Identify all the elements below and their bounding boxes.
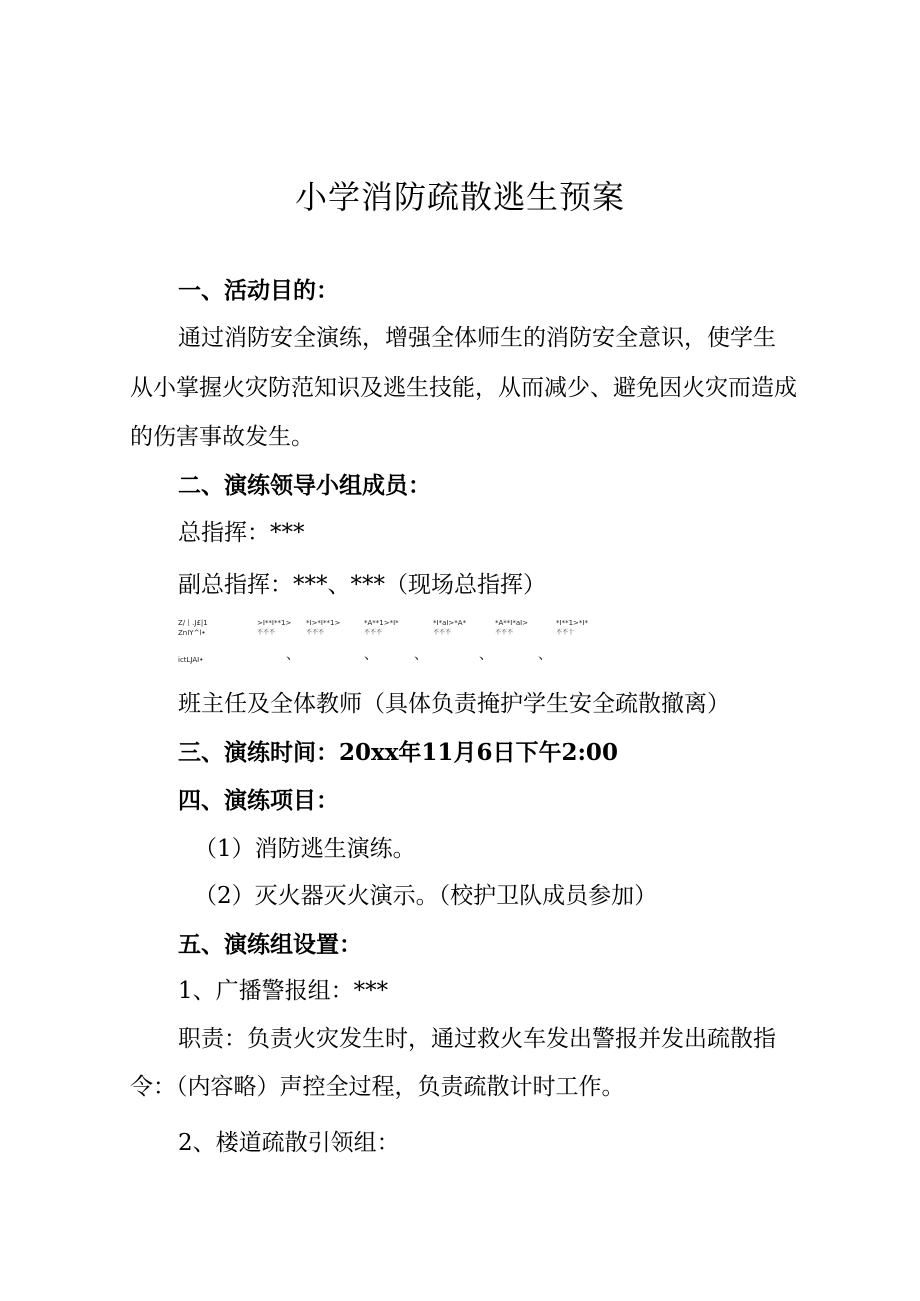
section-2-heading: 二、演练领导小组成员： [178, 472, 431, 499]
garbled-col-6: *I**1>*I* 不不十 [556, 619, 588, 636]
duty-line-1: 职责：负责火灾发生时，通过救火车发出警报并发出疏散指 [178, 1026, 776, 1052]
page-title: 小学消防疏散逃生预案 [294, 178, 625, 216]
section-4-heading: 四、演练项目： [178, 787, 339, 814]
section-1-para-line-2: 从小掌握火灾防范知识及逃生技能，从而减少、避免因火灾而造成 [130, 375, 797, 401]
section-1-para-line-1: 通过消防安全演练，增强全体师生的消防安全意识，使学生 [178, 325, 776, 351]
drill-item-1: （1）消防逃生演练。 [194, 836, 416, 862]
section-3-heading: 三、演练时间：20xx年11月6日下午2:00 [178, 739, 618, 766]
garbled-col-4: *I*aI>*A* 不不不 [433, 619, 467, 636]
teachers-line: 班主任及全体教师（具体负责掩护学生安全疏散撤离） [178, 691, 730, 717]
enum-mark-5: 、 [538, 647, 552, 663]
garbled-col-5: *A**I*aI> 不不不 [495, 619, 529, 636]
garbled-col-3: *A**1>*I* 不不不 [364, 619, 399, 636]
vice-commander-line: 副总指挥：***、***（现场总指挥） [178, 572, 546, 598]
enum-mark-2: 、 [364, 647, 378, 663]
section-1-para-line-3: 的伤害事故发生。 [130, 424, 314, 450]
garbled-label-1: Z/丨.J£|1 [178, 619, 208, 627]
group-1-line: 1、广播警报组：*** [178, 978, 389, 1004]
group-2-line: 2、楼道疏散引领组： [178, 1130, 400, 1156]
duty-line-2: 令：（内容略）声控全过程，负责疏散计时工作。 [130, 1074, 625, 1100]
drill-item-2: （2）灭火器灭火演示。（校护卫队成员参加） [194, 883, 658, 909]
enum-mark-3: 、 [414, 647, 428, 663]
section-1-heading: 一、活动目的： [178, 277, 339, 304]
section-5-heading: 五、演练组设置： [178, 931, 362, 958]
garbled-label-3: ictLJAI• [178, 656, 204, 664]
commander-line: 总指挥：*** [178, 520, 305, 546]
garbled-label-2: ZnIY^l• [178, 629, 206, 637]
enum-mark-1: 、 [286, 647, 300, 663]
garbled-col-2: *I>*I**1> 不不不 [306, 619, 341, 636]
garbled-col-1: >I**I**1> 不不不 [257, 619, 292, 636]
enum-mark-4: 、 [479, 647, 493, 663]
